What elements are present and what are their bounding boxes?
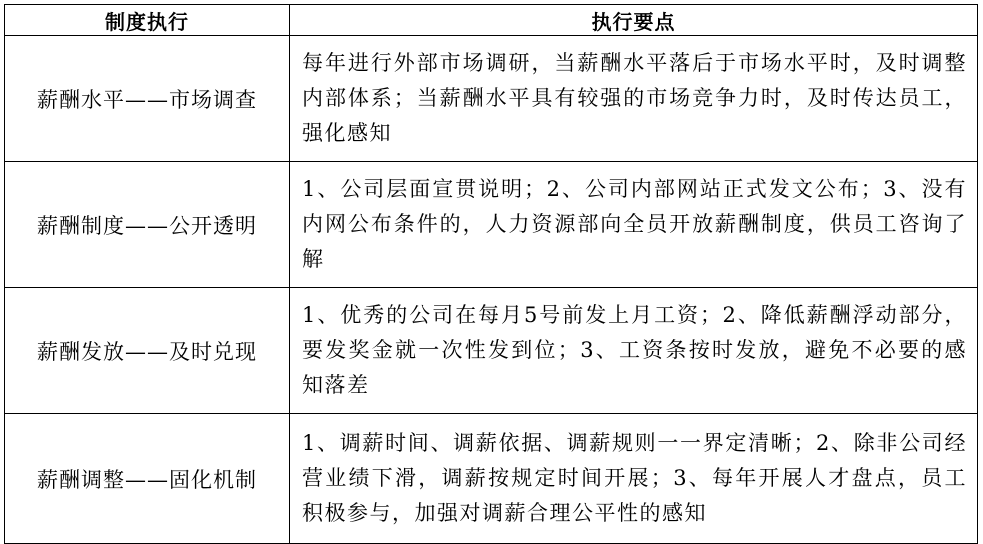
row-points-salary-adjustment: 1、调薪时间、调薪依据、调薪规则一一界定清晰；2、除非公司经营业绩下滑，调薪按规定时间开展；3、每年开展人才盘点，员工积极参与，加强对调薪合理公平性的感知	[290, 414, 978, 544]
policy-execution-table	[4, 4, 978, 544]
header-execution-points: 执行要点	[290, 5, 978, 36]
row-points-salary-system: 1、公司层面宣贯说明；2、公司内部网站正式发文公布；3、没有内网公布条件的，人力资源部向全员开放薪酬制度，供员工咨询了解	[290, 162, 978, 288]
policy-table-container	[4, 4, 977, 544]
table-row	[5, 288, 978, 414]
row-points-salary-payment: 1、优秀的公司在每月5号前发上月工资；2、降低薪酬浮动部分，要发奖金就一次性发到位；3、工资条按时发放，避免不必要的感知落差	[290, 288, 978, 414]
header-policy-execution: 制度执行	[5, 5, 290, 36]
table-row	[5, 36, 978, 162]
row-points-salary-level: 每年进行外部市场调研，当薪酬水平落后于市场水平时，及时调整内部体系；当薪酬水平具有较强的市场竞争力时，及时传达员工，强化感知	[290, 36, 978, 162]
row-item-salary-adjustment: 薪酬调整——固化机制	[5, 414, 290, 544]
row-item-salary-system: 薪酬制度——公开透明	[5, 162, 290, 288]
table-header-row	[5, 5, 978, 36]
table-row	[5, 414, 978, 544]
row-item-salary-level: 薪酬水平——市场调查	[5, 36, 290, 162]
table-row	[5, 162, 978, 288]
row-item-salary-payment: 薪酬发放——及时兑现	[5, 288, 290, 414]
